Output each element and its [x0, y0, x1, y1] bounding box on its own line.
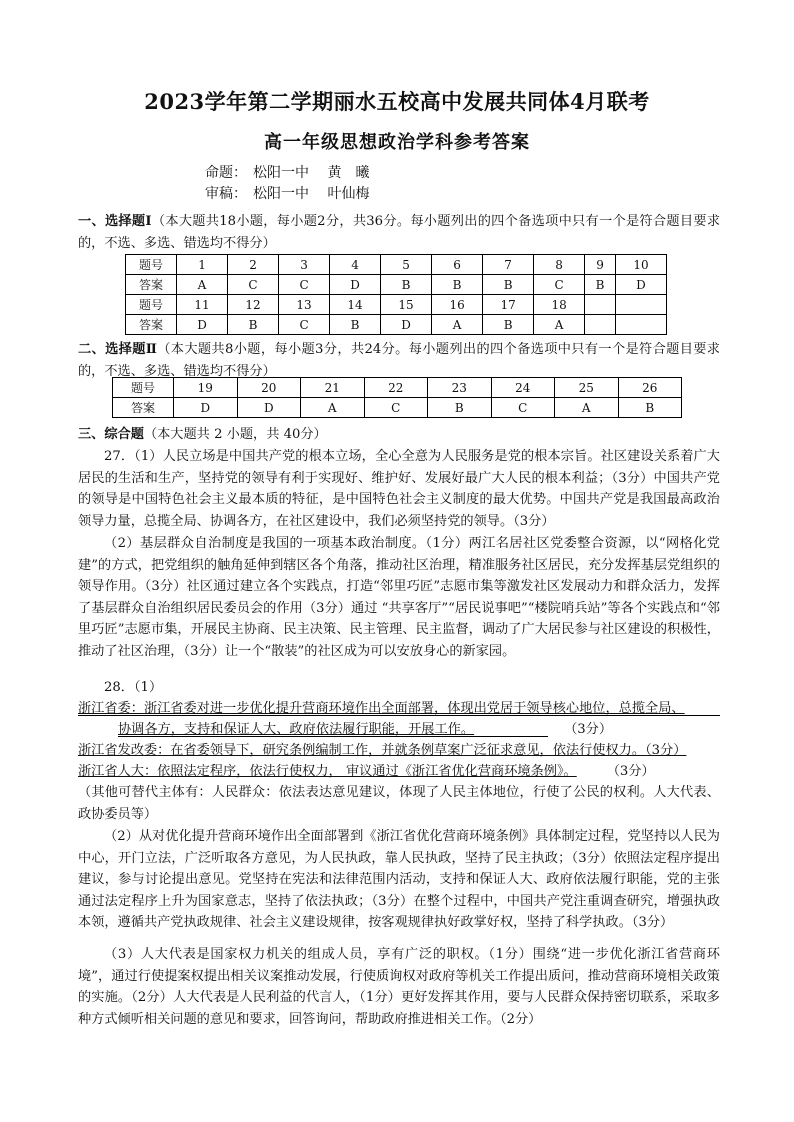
- question-number-cell: 20: [237, 378, 301, 398]
- question-number-cell: 23: [428, 378, 492, 398]
- answer-row: [126, 315, 667, 335]
- q28-part3: （3）人大代表是国家权力机关的组成人员，享有广泛的职权。（1分）围绕“进一步优化浙江省营商环境”，通过行使提案权提出相关议案推动发展，行使质询权对政府等机关工作提出质问，推动营商环境相关政策的实施。（2分）人大代表是人民利益的代言人，（1分）更好发挥其作用，要与人民群众保持密切联系，采取多种方式倾听相关问题的意见和要求，回答询问，帮助政府推进相关工作。（2分）: [78, 947, 720, 1027]
- row-label-number: 题号: [113, 378, 174, 398]
- answer-row: [126, 275, 667, 295]
- question-number-cell: 2: [228, 255, 279, 275]
- row-label-answer: 答案: [126, 275, 177, 295]
- question-number-cell: 26: [618, 378, 682, 398]
- reviewer-line: [205, 183, 369, 203]
- page-subtitle: 高一年级思想政治学科参考答案: [264, 132, 530, 153]
- reviewer-role: 审稿：: [205, 186, 247, 202]
- question-number-cell: [615, 295, 666, 315]
- question-number-cell: 18: [534, 295, 585, 315]
- section3-heading: [78, 424, 720, 446]
- question-number-cell: 25: [555, 378, 619, 398]
- answer-cell: C: [491, 398, 555, 418]
- answer-cell: B: [585, 275, 616, 295]
- answer-cell: D: [330, 275, 381, 295]
- reviewer-name: 叶仙梅: [327, 186, 370, 202]
- question-number-cell: 5: [381, 255, 432, 275]
- question-number-cell: 11: [177, 295, 228, 315]
- q28-item-score: （3分）: [645, 743, 687, 758]
- q28-note: （其他可替代主体有：人民群众：依法表达意见建议，体现了人民主体地位，行使了公民的权利。人大代表、政协委员等）: [78, 785, 720, 822]
- q28-item-score: （3分）: [564, 722, 613, 737]
- author-school: 松阳一中: [253, 165, 309, 181]
- q28-part2: （2）从对优化提升营商环境作出全面部署到《浙江省优化营商环境条例》具体制定过程，党坚持以人民为中心，开门立法，广泛听取各方意见，为人民执政，靠人民执政，坚持了民主执政；（3分）依照法定程序提出建议，参与讨论提出意见。党坚持在宪法和法律范围内活动，支持和保证人大、政府依法履行职能，党的主张通过法定程序上升为国家意志，坚持了依法执政；（3分）在整个过程中，中国共产党注重调查研究，增强执政本领，遵循共产党执政规律、社会主义建设规律，按客观规律执好政掌好权，坚持了科学执政。（3分）: [78, 829, 720, 930]
- author-name: 黄 曦: [327, 165, 370, 181]
- question-number-cell: 21: [301, 378, 365, 398]
- answer-cell: [585, 315, 616, 335]
- q28-heading: 28．（1）: [104, 680, 163, 695]
- underline-rule: [118, 736, 548, 737]
- section3-label: 三、综合题: [78, 427, 144, 442]
- row-label-answer: 答案: [113, 398, 174, 418]
- answer-cell: B: [483, 275, 534, 295]
- answer-cell: A: [177, 275, 228, 295]
- q28-item-provincial-committee: [78, 698, 720, 720]
- answer-cell: C: [279, 315, 330, 335]
- q28-item-who: 浙江省委：: [78, 701, 144, 716]
- answer-cell: A: [534, 315, 585, 335]
- section1-desc: （本大题共18小题，每小题2分，共36分。每小题列出的四个备选项中只有一个是符合题目要求的，不选、多选、错选均不得分）: [78, 214, 721, 251]
- q28-item-text2: 协调各方，支持和保证人大、政府依法履行职能，开展工作。: [118, 722, 475, 737]
- section2-answer-table: [112, 377, 682, 418]
- question-number-cell: 7: [483, 255, 534, 275]
- q28-item-text: ：依照法定程序，依法行使权力， 审议通过《浙江省优化营商环境条例》。: [143, 764, 577, 779]
- q28-item-development-commission: [78, 740, 720, 762]
- answer-cell: A: [432, 315, 483, 335]
- question-number-cell: 10: [615, 255, 666, 275]
- question-number-cell: 24: [491, 378, 555, 398]
- question-number-cell: 15: [381, 295, 432, 315]
- q28-item-provincial-committee-cont: [118, 719, 720, 741]
- answer-cell: [615, 315, 666, 335]
- section3-desc: （本大题共 2 小题，共 40分）: [143, 427, 327, 442]
- section1-answer-table: [125, 254, 667, 335]
- row-label-answer: 答案: [126, 315, 177, 335]
- question-number-row: [113, 378, 682, 398]
- answer-cell: B: [381, 275, 432, 295]
- q28-item-peoples-congress: [78, 761, 720, 783]
- q27-part1: 27．（1）人民立场是中国共产党的根本立场，全心全意为人民服务是党的根本宗旨。社区建设关系着广大居民的生活和生产，坚持党的领导有利于实现好、维护好、发展好最广大人民的根本利益；（3分）中国共产党的领导是中国特色社会主义最本质的特征，是中国特色社会主义制度的最大优势。中国共产党是我国最高政治领导力量，总揽全局、协调各方，在社区建设中，我们必须坚持党的领导。（3分）: [78, 449, 720, 529]
- question-number-cell: 13: [279, 295, 330, 315]
- question-number-cell: 4: [330, 255, 381, 275]
- answer-cell: B: [483, 315, 534, 335]
- question-number-cell: 1: [177, 255, 228, 275]
- answer-cell: C: [364, 398, 428, 418]
- section2-desc: （本大题共8小题，每小题3分，共24分。每小题列出的四个备选项中只有一个是符合题目要求的，不选、多选、错选均不得分）: [78, 342, 720, 379]
- row-label-number: 题号: [126, 255, 177, 275]
- answer-row: [113, 398, 682, 418]
- section2-heading: [78, 339, 720, 382]
- answer-cell: C: [228, 275, 279, 295]
- answer-cell: D: [177, 315, 228, 335]
- answer-cell: D: [174, 398, 238, 418]
- answer-cell: B: [618, 398, 682, 418]
- answer-cell: D: [381, 315, 432, 335]
- question-number-cell: 6: [432, 255, 483, 275]
- question-number-cell: 3: [279, 255, 330, 275]
- question-number-cell: 17: [483, 295, 534, 315]
- answer-cell: B: [330, 315, 381, 335]
- author-role: 命题：: [205, 165, 247, 181]
- author-line: [205, 162, 369, 182]
- question-number-cell: 9: [585, 255, 616, 275]
- answer-cell: A: [555, 398, 619, 418]
- question-number-cell: 19: [174, 378, 238, 398]
- q28-item-text: 浙江省委对进一步优化提升营商环境作出全面部署，体现出党居于领导核心地位，总揽全局、: [143, 701, 685, 716]
- q27-part2: （2）基层群众自治制度是我国的一项基本政治制度。（1分）两江名居社区党委整合资源，以“网格化党建”的方式，把党组织的触角延伸到辖区各个角落，推动社区治理，精准服务社区居民，充分发挥基层党组织的领导作用。（3分）社区通过建立各个实践点，打造“邻里巧匠”志愿市集等激发社区发展动力和群众活力，发挥了基层群众自治组织居民委员会的作用（3分）通过 “共享客厅”“居民说事吧”“楼院哨兵站”等各个实践点和“邻里巧匠”志愿市集，开展民主协商、民主决策、民主管理、民主监督，调动了广大居民参与社区建设的积极性，推动了社区治理，（3分）让一个“散装”的社区成为可以安放身心的新家园。: [78, 536, 720, 659]
- q28-item-text: ：在省委领导下，研究条例编制工作，并就条例草案广泛征求意见，依法行使权力。: [157, 743, 646, 758]
- answer-cell: C: [534, 275, 585, 295]
- q28-item-score: （3分）: [606, 764, 655, 779]
- row-label-number: 题号: [126, 295, 177, 315]
- answer-cell: D: [615, 275, 666, 295]
- answer-cell: A: [301, 398, 365, 418]
- answer-cell: B: [432, 275, 483, 295]
- q28-item-who: 浙江省人大: [78, 764, 144, 779]
- answer-cell: B: [228, 315, 279, 335]
- section1-label: 一、选择题Ⅰ: [78, 214, 152, 229]
- question-number-cell: 12: [228, 295, 279, 315]
- underline-rule: [78, 715, 720, 716]
- question-number-cell: [585, 295, 616, 315]
- page-title: 2023学年第二学期丽水五校高中发展共同体4月联考: [144, 89, 650, 114]
- answer-cell: D: [237, 398, 301, 418]
- reviewer-school: 松阳一中: [253, 186, 309, 202]
- question-number-row: [126, 255, 667, 275]
- question-number-row: [126, 295, 667, 315]
- question-number-cell: 14: [330, 295, 381, 315]
- answer-cell: B: [428, 398, 492, 418]
- question-number-cell: 22: [364, 378, 428, 398]
- question-number-cell: 8: [534, 255, 585, 275]
- section2-label: 二、选择题Ⅱ: [78, 342, 158, 357]
- q28-item-who: 浙江省发改委: [78, 743, 158, 758]
- answer-cell: C: [279, 275, 330, 295]
- section1-heading: [78, 211, 720, 254]
- question-number-cell: 16: [432, 295, 483, 315]
